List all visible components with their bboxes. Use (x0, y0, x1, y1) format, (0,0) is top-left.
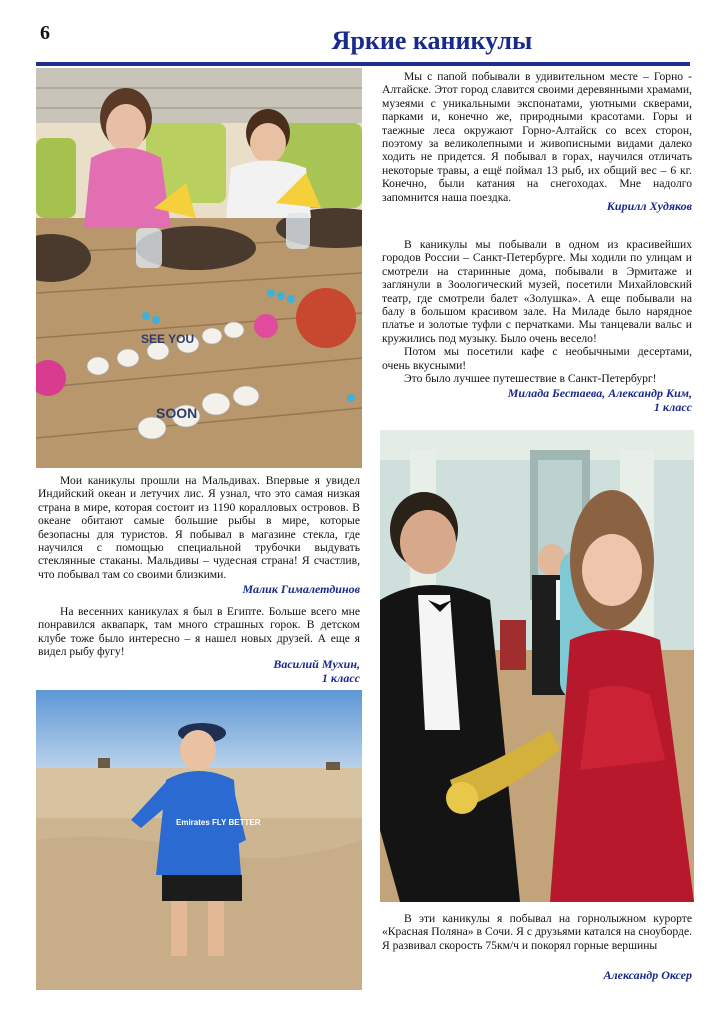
author-spb (382, 386, 692, 414)
author-altai: Кирилл Худяков (606, 199, 692, 213)
author-maldives: Малик Гималетдинов (242, 582, 360, 596)
article-paragraph: На весенних каникулах я был в Египте. Больше всего мне понравился аквапарк, там много страшных горок. В детском клубе тоже было интересно – я нашел новых друзей. А еще я видел рыбу фугу! (38, 605, 360, 659)
page-number: 6 (40, 22, 50, 44)
article-paragraph: В эти каникулы я побывал на горнолыжном курорте «Красная Поляна» в Сочи. Я с друзьями катался на сноуборде. Я развивал скорость 75км/ч и покорял горные вершины (382, 912, 692, 952)
article-paragraph: Это было лучшее путешествие в Санкт-Петербург! (404, 372, 657, 386)
title-rule (36, 62, 690, 66)
author-spb-class: 1 класс (653, 400, 692, 414)
article-paragraph: Мы с папой побывали в удивительном месте – Горно - Алтайске. Этот город славится своими деревянными храмами, музеями с уникальными экспонатами, уютными скверами, парками и, конечно же, природными красотами. Горы и таежные леса окружают Горно-Алтайск со всех сторон, поэтому за великолепными и живописными видами далеко ходить не придется. Я побывал в горах, научился отличать некоторые травы, а ещё поймал 13 рыб, их общий вес – 6 кг. Конечно, были катания на снегоходах. Мне надолго запомнится наша поездка. (382, 70, 692, 204)
author-egypt (38, 657, 360, 685)
author-sochi: Александр Оксер (603, 968, 692, 982)
article-sochi (382, 912, 692, 952)
egypt-beach-photo (36, 690, 362, 990)
article-maldives (38, 474, 360, 581)
maldives-photo (36, 68, 362, 468)
stones-text-see-you: SEE YOU (141, 332, 195, 346)
article-altai (382, 70, 692, 204)
article-paragraph: Мои каникулы прошли на Мальдивах. Впервые я увидел Индийский океан и летучих лис. Я узнал, что это самая низкая страна в мире, которая состоит из 1190 коралловых островов. В океане обитают самые большие рыбы в мире, которые безопасны для туристов. Я побывал в магазине стекла, где научился с помощью специальной трубочки выдувать стеклянные стаканы. Мальдивы – чудесная страна! Я счастлив, что побывал там со своими близкими. (38, 474, 360, 581)
article-paragraph: В каникулы мы побывали в одном из красивейших городов России – Санкт-Петербурге. Мы ходили по улицам и смотрели на старинные дома, побывали в Эрмитаже и заглянули в Зоологический музей, посетили Михайловский театр, где смотрели балет «Золушка». А еще побывали на балу в большом красивом зале. На Миладе было нарядное платье и золотые туфли с перчатками. Мы танцевали вальс и кружились под музыку. Было очень весело! (382, 238, 692, 345)
article-egypt (38, 605, 360, 659)
page-title: Яркие каникулы (331, 26, 533, 55)
article-paragraph: Потом мы посетили кафе с необычными десертами, очень вкусными! (382, 345, 692, 372)
shirt-text: Emirates FLY BETTER (176, 818, 261, 827)
ball-photo (380, 430, 694, 902)
author-egypt-name: Василий Мухин, (273, 657, 360, 671)
stones-text-soon: SOON (156, 405, 198, 421)
author-spb-names: Милада Бестаева, Александр Ким, (507, 386, 692, 400)
article-spb (382, 238, 692, 385)
author-egypt-class: 1 класс (321, 671, 360, 685)
